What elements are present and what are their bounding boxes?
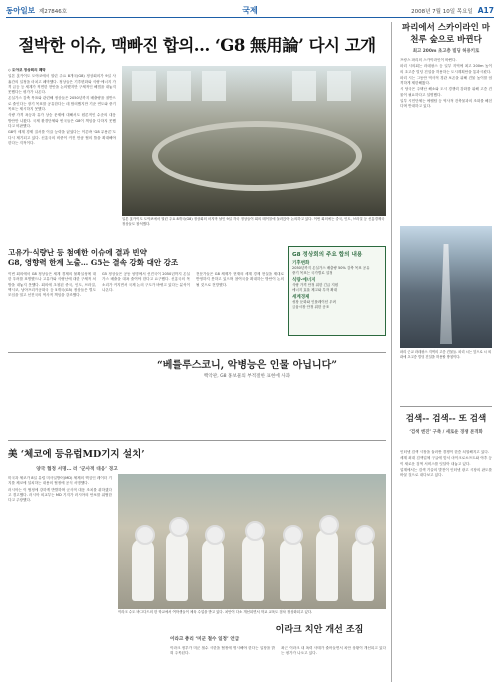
masthead bbox=[6, 4, 494, 18]
search-article-paragraph: 인터넷 검색 시장을 둘러싼 경쟁이 한층 치열해지고 있다. bbox=[400, 450, 489, 454]
sub-headline-line: 고유가·식량난 등 첨예한 이슈에 결과 빈약 bbox=[8, 248, 147, 257]
paris-article-paragraph: 파리 시의회는 라데팡스 등 일부 지역에 최고 200m 높이의 초고층 빌딩 건설을 허용하는 도시계획안을 통과시켰다. bbox=[400, 64, 492, 74]
students-photo bbox=[118, 474, 386, 609]
photo-figure bbox=[132, 539, 154, 601]
infobox-category: 기후변화 bbox=[292, 261, 310, 266]
search-article-headline: 검색-- 검색-- 또 검색 bbox=[405, 414, 487, 424]
issue-number: 제27846호 bbox=[38, 8, 68, 15]
photo-tower bbox=[440, 244, 452, 344]
sub-headline bbox=[8, 248, 278, 268]
photo-window bbox=[202, 71, 226, 101]
photo-figure bbox=[280, 539, 302, 601]
main-article-paragraph: 식량 가격 폭등과 유가 상승 문제에 대해서도 원론적인 수준의 대응 방안만 나왔다. 국제 환경단체와 빈국들은 G8이 책임을 다하지 못했다고 비판했다. bbox=[8, 113, 116, 128]
photo-window bbox=[167, 71, 191, 101]
main-article-paragraph: G8이 세계 경제 질서를 이끌 능력을 잃었다는 이른바 ‘G8 무용론’도 다시 제기되고 있다. 신흥국의 비중이 커진 만큼 협의 틀을 확대해야 한다는 지적이다. bbox=[8, 130, 116, 145]
infobox-title: G8 정상회의 주요 합의 내용 bbox=[292, 252, 363, 258]
paper-logo: 동아일보 bbox=[6, 6, 35, 15]
search-article-subhead: ‘검색 엔진’ 구축 / 새로운 경쟁 본격화 bbox=[409, 430, 483, 435]
iraq-article-body bbox=[170, 646, 386, 684]
main-headline-box bbox=[8, 24, 386, 64]
us-article-subhead: 양국 협정 서명… 러 ‘군사적 대응’ 경고 bbox=[36, 467, 118, 472]
main-article-body bbox=[8, 68, 116, 244]
us-article-paragraph: 러시아는 이 협정에 강하게 반발하며 군사적 대응 조치를 취하겠다고 경고했다. 러시아 외교부는 MD 기지가 러시아의 안보를 위협한다고 주장했다. bbox=[8, 487, 112, 503]
section-divider bbox=[8, 440, 386, 441]
summit-photo-caption: 일본 홋카이도 도야코에서 열린 주요 8개국(G8) 정상회의 마지막 날인 9일 각국 정상들이 회의 테이블에 둘러앉아 논의하고 있다. 이번 회의에는 중국, 인도, 브라질 등 신흥경제국 정상들도 참석했다. bbox=[122, 217, 385, 226]
search-article-paragraph: 세계 최대 검색업체 구글에 맞서 마이크로소프트와 야후 등이 새로운 검색 서비스를 잇달아 내놓고 있다. bbox=[400, 456, 492, 466]
iraq-article-headline: 이라크 치안 개선 조짐 bbox=[275, 625, 364, 635]
column-divider bbox=[391, 22, 392, 682]
sub-article-paragraph: 이번 회의에서 G8 정상들은 세계 경제의 불확실성에 대한 우려를 표명했으나 고유가와 식량난에 대한 구체적 처방을 내놓지 못했다. 회의에 초청된 중국, 인도, 브라질, 멕시코, 남아프리카공화국 등 5개국(G5) 정상들은 별도 모임을 열고 선진국의 역사적 책임을 강조했다. bbox=[8, 272, 96, 298]
search-article-paragraph: 업계에서는 검색 기술의 발전이 인터넷 광고 시장의 판도를 바꿀 것으로 내다보고 있다. bbox=[400, 467, 492, 478]
issue-date: 2008년 7월 10일 목요일 bbox=[411, 8, 473, 15]
us-article-paragraph: 미국과 체코가 8일 유럽 미사일방어(MD) 체제의 핵심인 레이더 기지를 체코에 설치하는 내용의 협정에 공식 서명했다. bbox=[8, 476, 112, 486]
students-photo-caption: 이라크 수도 바그다드의 한 학교에서 여학생들이 체육 수업을 받고 있다. 치안이 다소 개선되면서 학교 교육도 점차 정상화되고 있다. bbox=[118, 610, 313, 614]
sub-article-body bbox=[8, 272, 284, 350]
infobox-category: 세계경제 bbox=[292, 295, 310, 301]
paris-article-headline: 파리에서 스카이라인 마천루 숲으로 바뀐다 bbox=[401, 23, 491, 45]
section-divider bbox=[400, 406, 492, 407]
photo-window bbox=[132, 71, 156, 101]
photo-figure bbox=[202, 539, 224, 601]
photo-window bbox=[292, 71, 316, 101]
paris-article-paragraph: 프랑스 파리의 스카이라인이 바뀐다. bbox=[400, 58, 457, 62]
quote-subhead: 백악관, G8 홍보물의 부적절한 표현에 사과 bbox=[203, 374, 291, 379]
photo-figure bbox=[166, 531, 188, 601]
photo-conference-table bbox=[152, 121, 362, 191]
quote-block bbox=[112, 356, 382, 386]
page-number: A17 bbox=[477, 6, 494, 15]
us-article-body bbox=[8, 476, 112, 681]
infobox-item: 에너지 효율 제고와 투자 확대 bbox=[292, 287, 338, 292]
photo-figure bbox=[352, 539, 374, 601]
section-title: 국제 bbox=[242, 6, 258, 15]
sub-article-paragraph: 전문가들은 G8 체제가 현재의 세계 경제 현실을 제대로 반영하지 못하고 있으며 참여국을 확대하는 방안이 논의될 것으로 전망했다. bbox=[196, 272, 284, 287]
sub-article-paragraph: G5 정상들은 공동 성명에서 선진국이 2050년까지 온실가스 배출을 대폭 줄여야 한다고 요구했다. 신흥국의 목소리가 커지면서 국제 논의 구도가 바뀌고 있다는 분석이 나온다. bbox=[102, 272, 190, 292]
infobox-item: 중기 목표는 국가별로 설정 bbox=[292, 270, 333, 275]
paris-article-paragraph: 시 당국은 주택난 해소와 도시 경쟁력 강화를 위해 고층 건물이 필요하다고 설명했다. bbox=[400, 87, 492, 97]
photo-figure bbox=[242, 535, 264, 601]
photo-window bbox=[327, 71, 351, 101]
infobox-item: 성장 둔화와 인플레이션 우려 bbox=[292, 300, 336, 305]
paris-article-body bbox=[400, 58, 492, 222]
paris-article-paragraph: 파리 시는 그동안 역사적 경관 보존을 위해 건물 높이를 엄격하게 제한해왔다. bbox=[400, 75, 492, 86]
iraq-article-paragraph: 최근 이라크 내 폭력 사태가 줄어들면서 치안 상황이 개선되고 있다는 평가가 나오고 있다. bbox=[281, 646, 386, 656]
main-article-byline: ◇ 도야코 정상회의 폐막 bbox=[8, 68, 46, 72]
main-article-paragraph: 온실가스 감축 목표와 관련해 정상들은 2050년까지 배출량을 절반으로 줄인다는 장기 목표를 공유한다는 데 합의했지만 기준 연도와 중기 목표는 제시하지 못했다. bbox=[8, 96, 116, 112]
paris-article-subhead: 최고 200m 초고층 빌딩 허용키로 bbox=[412, 49, 480, 54]
iraq-article-paragraph: 이라크 정부가 미군 철수 시한을 협정에 명시해야 한다는 입장을 밝혀 주목된다. bbox=[170, 646, 275, 656]
paris-skyline-photo bbox=[400, 226, 492, 348]
sub-headline-line: G8, 영향력 한계 노출… G5는 결속 강화 대안 강조 bbox=[8, 258, 179, 267]
agreement-infobox bbox=[288, 246, 386, 336]
search-article-body bbox=[400, 450, 492, 682]
quote-headline: “베를루스코니, 악병능은 인물 아닙니다” bbox=[157, 360, 337, 371]
infobox-item: 식량 가격 안정 위한 긴급 지원 bbox=[292, 283, 339, 288]
paris-article-paragraph: 일부 시민단체는 에펠탑 등 역사적 건축물과의 조화를 해친다며 반대하고 있다. bbox=[400, 99, 492, 109]
us-article-headline: 美 ‘체코에 등유럽MD기지 설치’ bbox=[8, 449, 145, 460]
infobox-item: 금융시장 안정 위한 공조 bbox=[292, 304, 330, 309]
main-article-paragraph: 일본 홋카이도 도야코에서 열린 주요 8개국(G8) 정상회의가 9일 사흘간의 일정을 마치고 폐막했다. 정상들은 기후변화와 식량·에너지 가격 급등 등 세계가 직면한 현안을 논의했지만 구체적인 해법을 내놓지 못했다는 평가가 나온다. bbox=[8, 74, 116, 95]
iraq-article-subhead: 이라크 총리 ‘미군 철수 일정’ 언급 bbox=[170, 637, 240, 642]
summit-photo bbox=[122, 66, 386, 216]
section-divider bbox=[8, 352, 386, 353]
photo-figure bbox=[316, 529, 338, 601]
main-headline: 절박한 이슈, 맥빠진 합의… ‘G8 無用論’ 다시 고개 bbox=[18, 36, 376, 55]
infobox-category: 식량·에너지 bbox=[292, 278, 316, 284]
infobox-item: 2050년까지 온실가스 배출량 50% 감축 목표 공유 bbox=[292, 266, 370, 270]
paris-photo-caption: 파리 근교 라데팡스 지역의 고층 건물들. 파리 시는 앞으로 시 외곽에 초고층 빌딩 건설을 허용할 방침이다. bbox=[400, 350, 492, 359]
